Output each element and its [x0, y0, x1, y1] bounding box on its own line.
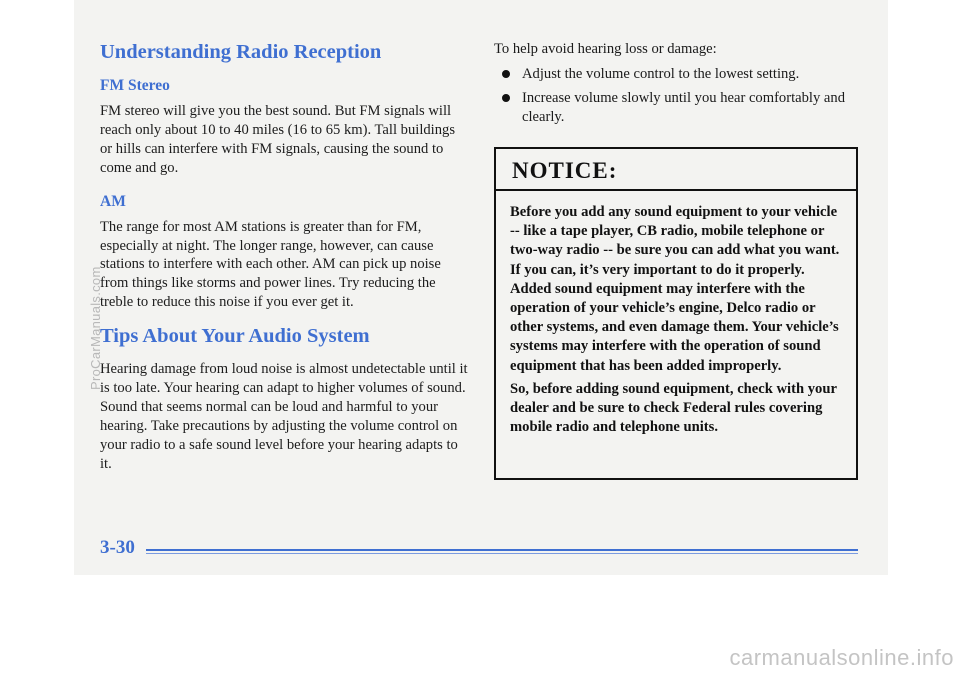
audio-tips-text: Hearing damage from loud noise is almost undetectable until it is too late. Your hearing can adapt to higher volumes of sound. Sound that seems normal can be loud and harmful to your hearing. Take precautions by adjusting the volume control on your radio to a safe sound level before your hearing adapts to it.	[100, 361, 468, 472]
bullet-icon	[502, 94, 510, 102]
page-footer	[100, 537, 858, 563]
notice-box	[494, 147, 858, 480]
section-heading-radio-reception: Understanding Radio Reception	[100, 41, 382, 63]
fm-stereo-text: FM stereo will give you the best sound. But FM signals will reach only about 10 to 40 miles (16 to 65 km). Tall buildings or hills can interfere with FM signals, causing the sound to come and go.	[100, 103, 455, 176]
notice-paragraph-2: So, before adding sound equipment, check with your dealer and be sure to check Federal rules covering mobile radio and telephone units.	[510, 380, 837, 436]
section-heading-audio-tips: Tips About Your Audio System	[100, 325, 370, 348]
page-number: 3-30	[100, 537, 135, 558]
side-watermark	[86, 190, 102, 390]
footer-rule-thin	[146, 553, 858, 554]
subheading-fm-stereo: FM Stereo	[100, 77, 170, 94]
hearing-tips-list	[494, 65, 864, 127]
hearing-intro: To help avoid hearing loss or damage:	[494, 41, 717, 57]
list-item-text: Adjust the volume control to the lowest setting.	[522, 65, 800, 82]
list-item	[494, 65, 864, 84]
bullet-icon	[502, 70, 510, 78]
right-column	[494, 40, 864, 132]
list-item-text: Increase volume slowly until you hear comfortably and clearly.	[522, 89, 845, 125]
notice-paragraph-1: Before you add any sound equipment to your vehicle -- like a tape player, CB radio, mobile telephone or two-way radio -- be sure you can add what you want. If you can, it’s very important to do it properly. Added sound equipment may interfere with the operation of your vehicle’s engine, Delco radio or other systems, and even damage them. Your vehicle’s systems may interfere with the operation of sound equipment that has been added improperly.	[510, 204, 840, 374]
bottom-watermark[interactable]: carmanualsonline.info	[729, 645, 954, 670]
subheading-am: AM	[100, 192, 126, 210]
notice-body	[496, 191, 856, 437]
footer-rule	[146, 549, 858, 551]
notice-title: NOTICE:	[496, 149, 856, 191]
am-text: The range for most AM stations is greater than for FM, especially at night. The longer range, however, can cause stations to interfere with each other. AM can pick up noise from things like storms and power lines. Try reducing the treble to reduce this noise if you ever get it.	[100, 218, 441, 311]
left-column	[100, 40, 470, 474]
side-watermark-text: ProCarManuals.com	[88, 266, 103, 390]
list-item	[494, 89, 864, 127]
